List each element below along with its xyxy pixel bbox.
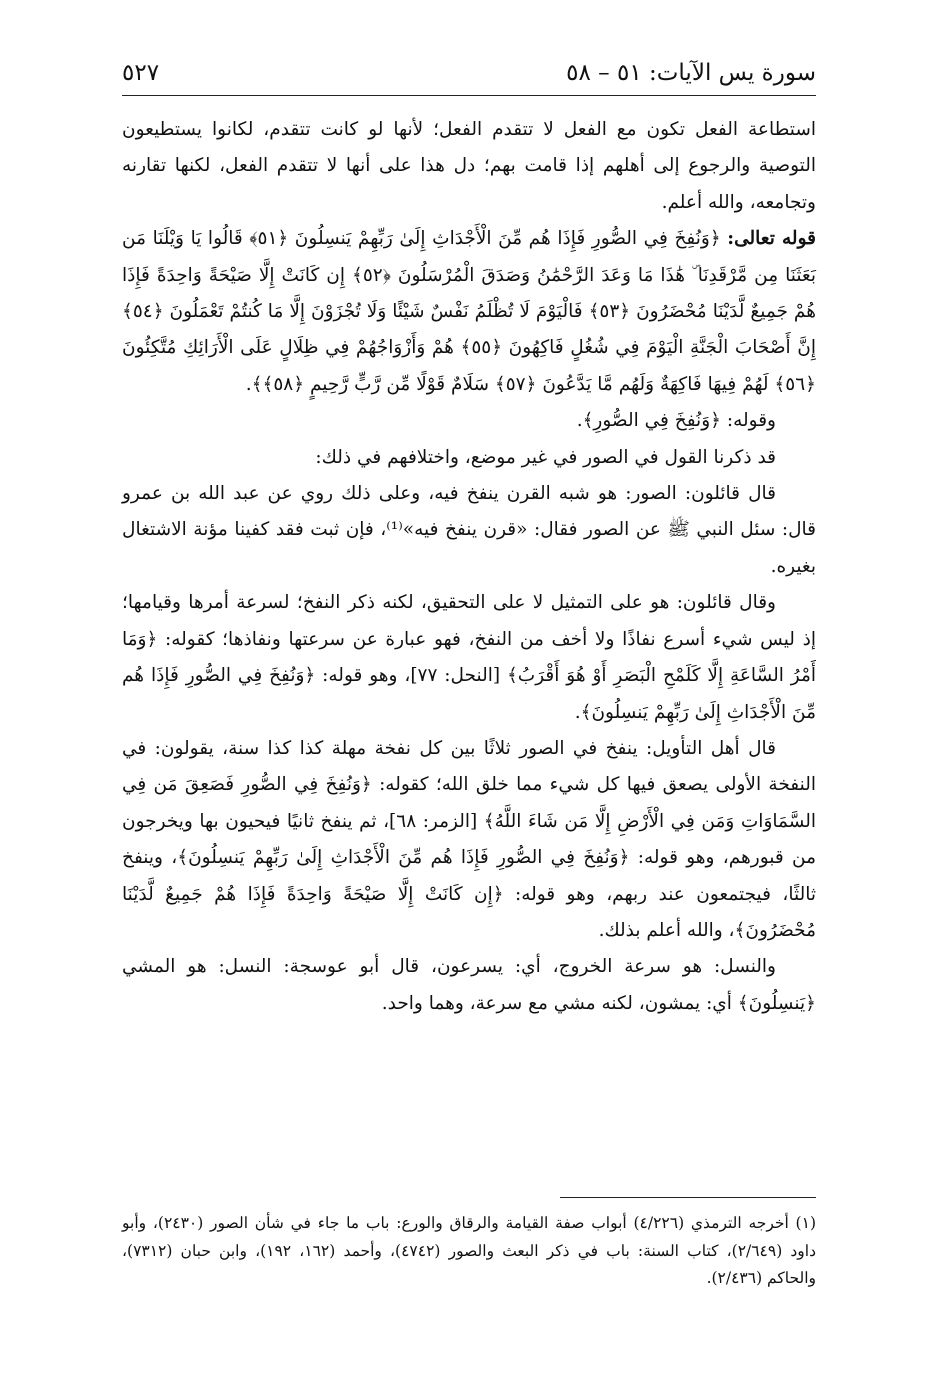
page-number: ٥٢٧	[122, 60, 160, 86]
paragraph-3: قد ذكرنا القول في الصور في غير موضع، واختلافهم في ذلك:	[315, 446, 776, 468]
paragraph-1: استطاعة الفعل تكون مع الفعل لا تتقدم الفعل؛ لأنها لو كانت تتقدم، لكانوا يستطيعون التوصية والرجوع إلى أهلهم إذا قامت بهم؛ دل هذا على أنها لا تتقدم الفعل، لكنها تقارنه وتجامعه، والله أعلم.	[122, 119, 816, 213]
paragraph-2: وقوله: ﴿وَنُفِخَ فِي الصُّورِ﴾.	[576, 410, 776, 432]
paragraph-7: والنسل: هو سرعة الخروج، أي: يسرعون، قال أبو عوسجة: النسل: هو المشي ﴿يَنسِلُونَ﴾ أي: يمشون، لكنه مشي مع سرعة، وهما واحد.	[122, 956, 816, 1014]
quran-verses: ﴿وَنُفِخَ فِي الصُّورِ فَإِذَا هُم مِّنَ الْأَجْدَاثِ إِلَىٰ رَبِّهِمْ يَنسِلُونَ ﴿٥١﴾ قَالُوا يَا وَيْلَنَا مَن بَعَثَنَا مِن مَّرْقَدِنَا ۜ هَٰذَا مَا وَعَدَ الرَّحْمَٰنُ وَصَدَقَ الْمُرْسَلُونَ ﴿٥٢﴾ إِن كَانَتْ إِلَّا صَيْحَةً وَاحِدَةً فَإِذَا هُمْ جَمِيعٌ لَّدَيْنَا مُحْضَرُونَ ﴿٥٣﴾ فَالْيَوْمَ لَا تُظْلَمُ نَفْسٌ شَيْئًا وَلَا تُجْزَوْنَ إِلَّا مَا كُنتُمْ تَعْمَلُونَ ﴿٥٤﴾ إِنَّ أَصْحَابَ الْجَنَّةِ الْيَوْمَ فِي شُغُلٍ فَاكِهُونَ ﴿٥٥﴾ هُمْ وَأَزْوَاجُهُمْ فِي ظِلَالٍ عَلَى الْأَرَائِكِ مُتَّكِئُونَ ﴿٥٦﴾ لَهُمْ فِيهَا فَاكِهَةٌ وَلَهُم مَّا يَدَّعُونَ ﴿٥٧﴾ سَلَامٌ قَوْلًا مِّن رَّبٍّ رَّحِيمٍ ﴿٥٨﴾﴾.	[122, 228, 816, 395]
running-header	[122, 52, 816, 94]
paragraph-6: قال أهل التأويل: ينفخ في الصور ثلاثًا بين كل نفخة مهلة كذا كذا سنة، يقولون: في النفخة الأولى يصعق فيها كل شيء مما خلق الله؛ كقوله: ﴿وَنُفِخَ فِي الصُّورِ فَصَعِقَ مَن فِي السَّمَاوَاتِ وَمَن فِي الْأَرْضِ إِلَّا مَن شَاءَ اللَّهُ﴾ [الزمر: ٦٨]، ثم ينفخ ثانيًا فيحيون بها ويخرجون من قبورهم، وهو قوله: ﴿وَنُفِخَ فِي الصُّورِ فَإِذَا هُم مِّنَ الْأَجْدَاثِ إِلَىٰ رَبِّهِمْ يَنسِلُونَ﴾، وينفخ ثالثًا، فيجتمعون عند ربهم، وهو قوله: ﴿إِن كَانَتْ إِلَّا صَيْحَةً وَاحِدَةً فَإِذَا هُمْ جَمِيعٌ لَّدَيْنَا مُحْضَرُونَ﴾، والله أعلم بذلك.	[122, 737, 816, 941]
verse-paragraph	[122, 221, 816, 403]
header-divider	[122, 95, 816, 96]
footnotes	[122, 1210, 816, 1293]
paragraph-4: قال قائلون: الصور: هو شبه القرن ينفخ فيه، وعلى ذلك روي عن عبد الله بن عمرو قال: سئل النبي ﷺ عن الصور فقال: «قرن ينفخ فيه»⁽¹⁾، فإن ثبت فقد كفينا مؤنة الاشتغال بغيره.	[122, 483, 816, 577]
chapter-title: سورة يس الآيات: ٥١ – ٥٨	[566, 60, 816, 86]
main-text	[122, 112, 816, 1022]
verse-lead: قوله تعالى:	[727, 228, 816, 250]
footnote-1: (١) أخرجه الترمذي (٤/٢٢٦) أبواب صفة القيامة والرقاق والورع: باب ما جاء في شأن الصور (٢٤٣٠)، وأبو داود (٢/٦٤٩)، كتاب السنة: باب في ذكر البعث والصور (٤٧٤٢)، وأحمد (١٦٢، ١٩٢)، وابن حبان (٧٣١٢)، والحاكم (٢/٤٣٦).	[122, 1214, 816, 1287]
footnote-divider	[560, 1197, 816, 1198]
paragraph-5: وقال قائلون: هو على التمثيل لا على التحقيق، لكنه ذكر النفخ؛ لسرعة أمرها وقيامها؛ إذ ليس شيء أسرع نفاذًا ولا أخف من النفخ، فهو عبارة عن سرعتها ونفاذها؛ كقوله: ﴿وَمَا أَمْرُ السَّاعَةِ إِلَّا كَلَمْحِ الْبَصَرِ أَوْ هُوَ أَقْرَبُ﴾ [النحل: ٧٧]، وهو قوله: ﴿وَنُفِخَ فِي الصُّورِ فَإِذَا هُم مِّنَ الْأَجْدَاثِ إِلَىٰ رَبِّهِمْ يَنسِلُونَ﴾.	[122, 592, 816, 723]
